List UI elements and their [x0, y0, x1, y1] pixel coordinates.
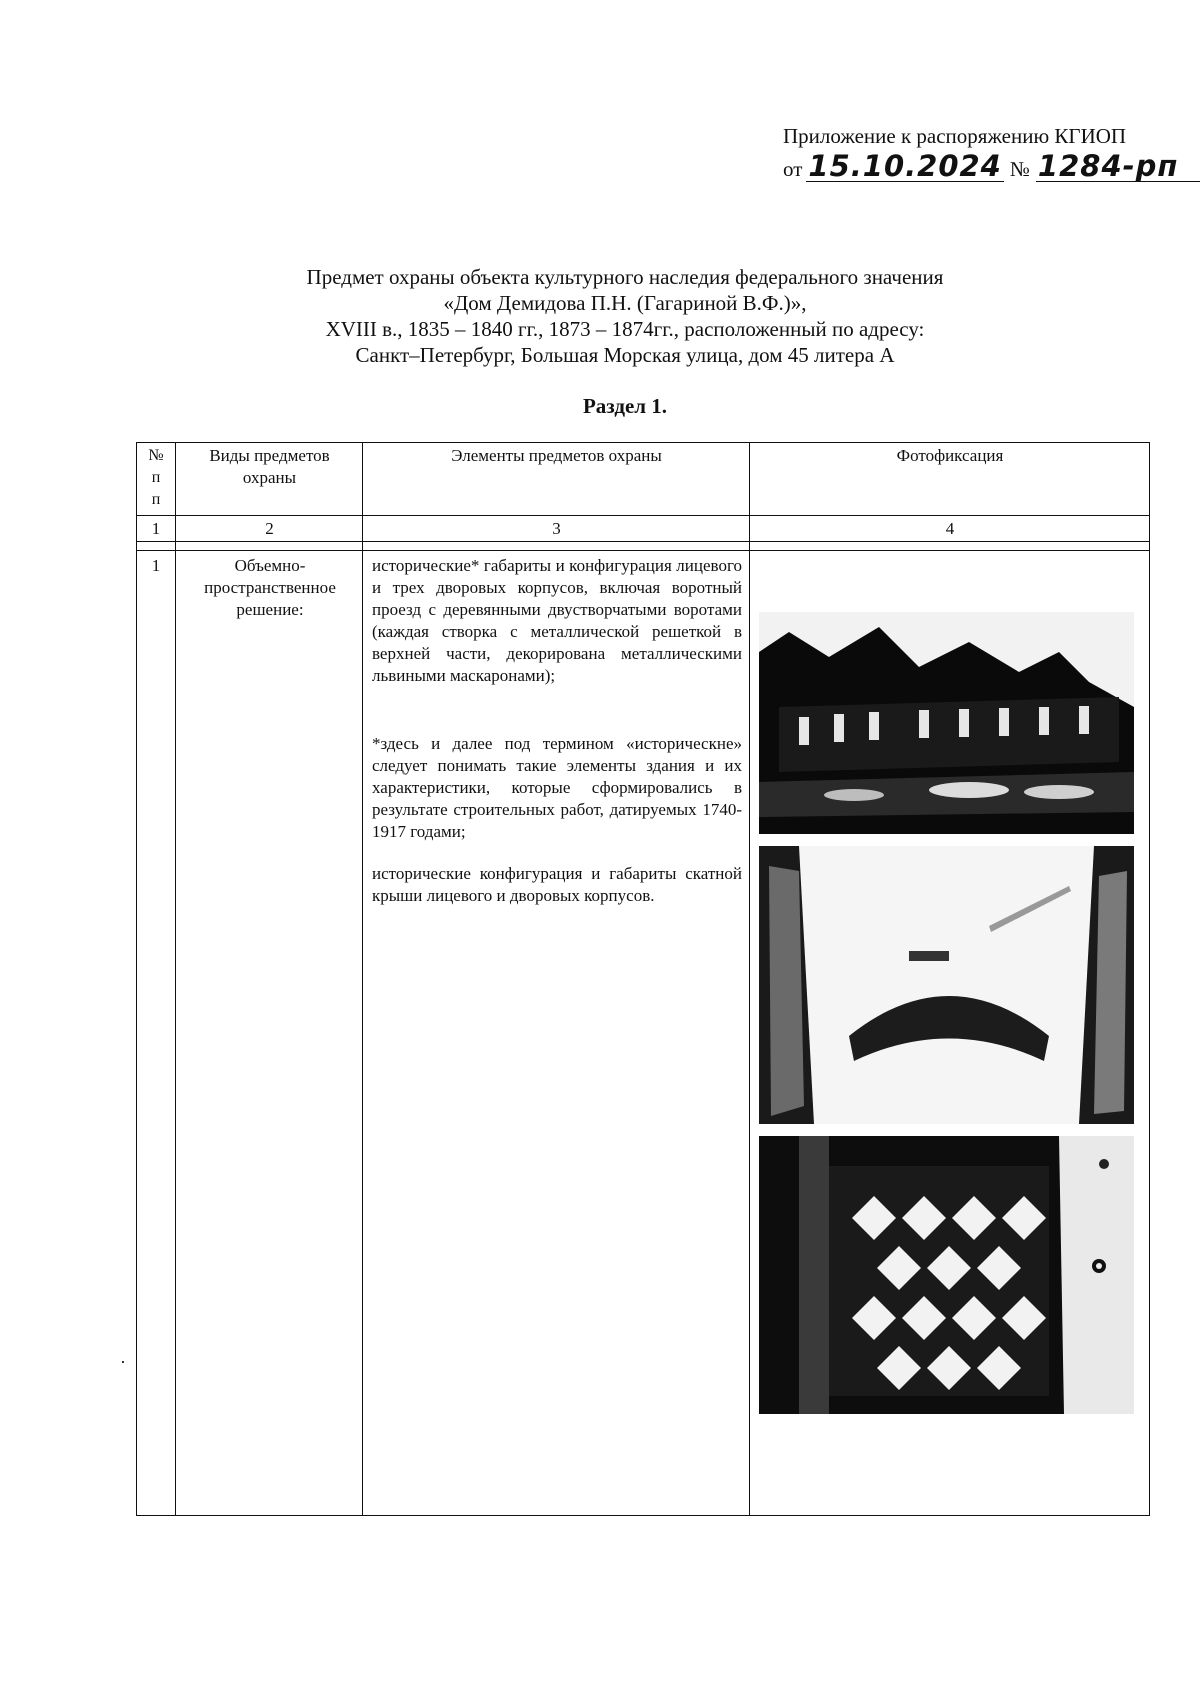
- header-divider: [137, 515, 1149, 516]
- number-row-divider: [137, 541, 1149, 542]
- element-text-1: исторические* габариты и конфигурация лицевого и трех дворовых корпусов, включая воротный проезд с деревянными двустворчатыми воротами (каждая створка с металлической решеткой в верхней части, декорирована металлическими львиными маскаронами);: [372, 556, 742, 685]
- scan-speck: [122, 1361, 124, 1363]
- row-elements: [372, 555, 742, 907]
- title-line-4: Санкт–Петербург, Большая Морская улица, дом 45 литера А: [355, 343, 895, 367]
- column-divider-2: [362, 443, 363, 1515]
- header-number-text: № п п: [148, 447, 164, 508]
- colnum-4: 4: [945, 519, 955, 538]
- date-prefix: от: [783, 157, 803, 181]
- row-number: 1: [151, 556, 161, 575]
- gateway-photo: [759, 846, 1134, 1124]
- appendix-header: [783, 124, 1179, 183]
- appendix-text: Приложение к распоряжению КГИОП: [783, 124, 1127, 148]
- handwritten-date: 15.10.2024: [808, 149, 1002, 183]
- element-text-2: исторические конфигурация и габариты скатной крыши лицевого и дворовых корпусов.: [372, 864, 742, 905]
- title-line-1: Предмет охраны объекта культурного наследия федерального значения: [306, 265, 944, 289]
- row-type: Объемно-пространственное решение:: [204, 556, 336, 619]
- title-line-3: XVIII в., 1835 – 1840 гг., 1873 – 1874гг., расположенный по адресу:: [325, 317, 925, 341]
- header-number: [137, 445, 175, 511]
- colnum-1: 1: [151, 519, 161, 538]
- colnum-3: 3: [552, 519, 561, 538]
- section-title: Раздел 1.: [582, 394, 668, 418]
- element-footnote: *здесь и далее под термином «историческне» следует понимать такие элементы здания и их характеристики, которые сформировались в результате строительных работ, датируемых 1740-1917 годами;: [372, 734, 742, 841]
- number-label: №: [1009, 157, 1030, 181]
- order-line: [783, 149, 1179, 183]
- title-line-2: «Дом Демидова П.Н. (Гагариной В.Ф.)»,: [443, 291, 807, 315]
- body-divider: [137, 550, 1149, 551]
- gate-grille-photo: [759, 1136, 1134, 1414]
- document-title: [200, 264, 1050, 368]
- header-type: Виды предметов охраны: [209, 446, 330, 487]
- header-elements: Элементы предметов охраны: [451, 446, 662, 465]
- header-photo: Фотофиксация: [896, 446, 1004, 465]
- column-divider-3: [749, 443, 750, 1515]
- colnum-2: 2: [265, 519, 274, 538]
- handwritten-number: 1284-рп: [1036, 151, 1200, 182]
- facade-photo: [759, 612, 1134, 834]
- column-divider-1: [175, 443, 176, 1515]
